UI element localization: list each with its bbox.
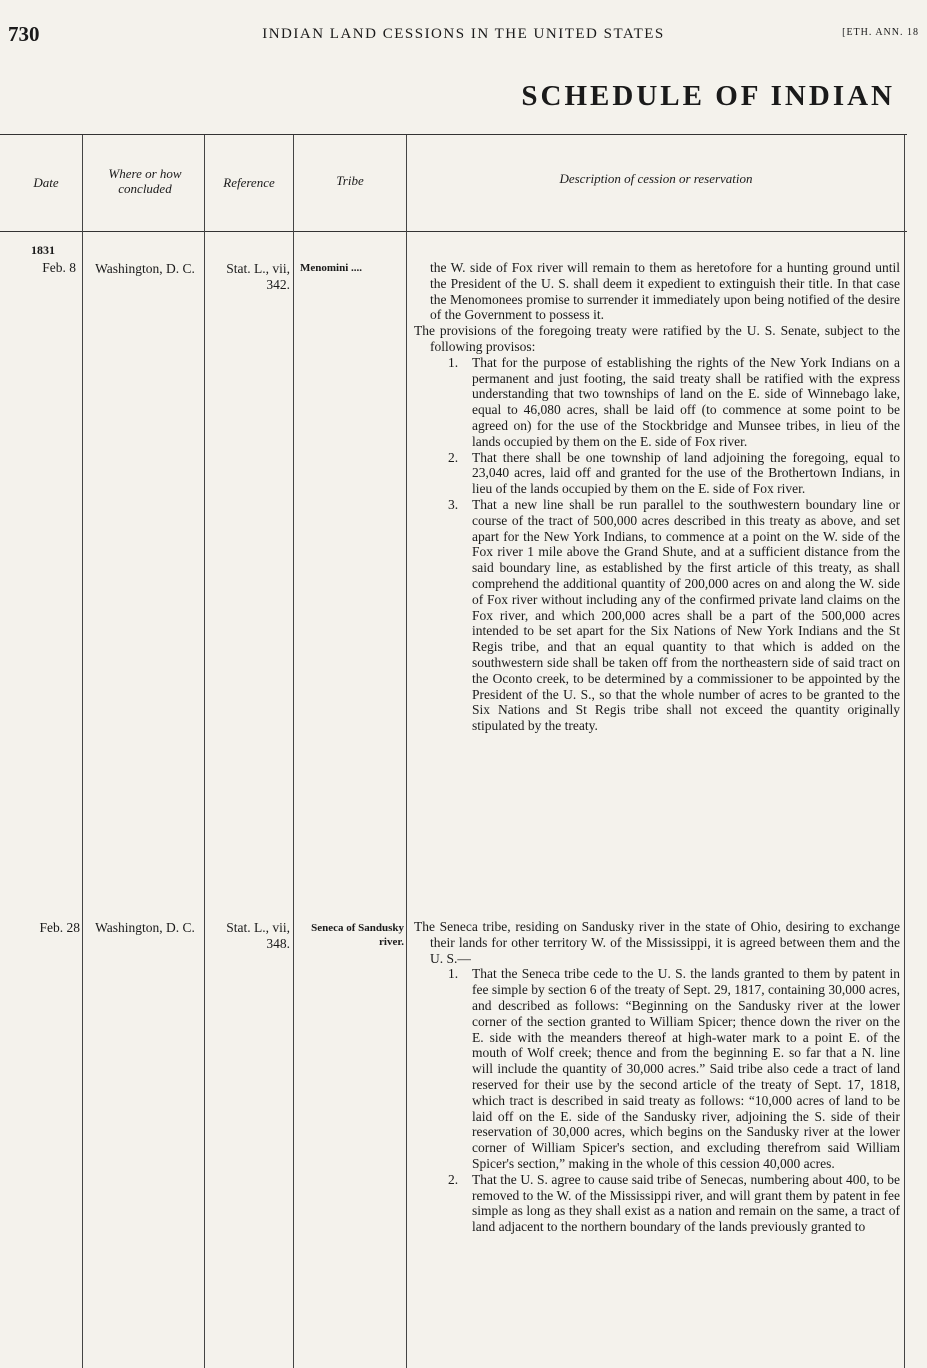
table-top-rule — [0, 134, 907, 135]
list-item — [414, 497, 900, 734]
description-intro: The provisions of the foregoing treaty were ratified by the U. S. Senate, subject to the following provisos: — [414, 323, 900, 354]
entry-tribe: Seneca of Sandusky river. — [311, 922, 404, 948]
column-header-tribe: Tribe — [336, 173, 364, 188]
list-item — [414, 355, 900, 450]
item-number: 2. — [448, 449, 459, 465]
page-number: 730 — [8, 22, 40, 46]
column-divider — [82, 135, 83, 1368]
proviso-list — [414, 355, 900, 734]
running-title: INDIAN LAND CESSIONS IN THE UNITED STATES — [262, 26, 665, 42]
header-bottom-rule — [0, 231, 907, 232]
item-text: That a new line shall be run parallel to the southwestern boundary line or course of the tract of 500,000 acres described in this treaty as above, and set apart for the New York Indians, to commence at a point on the W. side of the Fox river 1 mile above the Grand Shute, and at a sufficient distance from the said boundary line, as established by the first article of this treaty, as shall comprehend the additional quantity of 200,000 acres on and along the W. side of Fox river without including any of the confirmed private land claims on the Fox river, and which 200,000 acres shall be a part of the 500,000 acres intended to be set apart for the Six Nations of New York Indians and the St Regis tribe, and that an equal quantity to that which is added on the southwestern side shall be taken off from the northeastern side of said tract on the Oconto creek, to be determined by a commissioner to be appointed by the President of the U. S., so that the whole number of acres to be granted to the Six Nations and St Regis tribe shall not exceed the quantity originally stipulated by the treaty. — [472, 496, 900, 734]
description-intro: The Seneca tribe, residing on Sandusky river in the state of Ohio, desiring to exchange their lands for other territory W. of the Mississippi, it is agreed between them and the U. S.— — [414, 919, 900, 966]
description-continuation: the W. side of Fox river will remain to them as heretofore for a hunting ground until the President of the U. S. shall deem it expedient to extinguish their title. In that case the Menomonees promise to surrender it immediately upon being notified of the desire of the Government to possess it. — [430, 260, 900, 323]
entry-reference: Stat. L., vii, 342. — [226, 261, 290, 292]
item-text: That for the purpose of establishing the rights of the New York Indians on a permanent and just footing, the said treaty shall be ratified with the express understanding that two townships of land on the E. side of Winnebago lake, equal to 46,080 acres, shall be laid off (to commence at some point to be agreed on) for the use of the Stockbridge and Munsee tribes, in lieu of the lands occupied by them on the E. side of Fox river. — [472, 354, 900, 449]
list-item — [414, 966, 900, 1171]
entry-where: Washington, D. C. — [95, 920, 195, 935]
running-head-note: [ETH. ANN. 18 — [842, 27, 919, 38]
column-divider — [406, 135, 407, 1368]
column-header-date: Date — [33, 175, 59, 190]
entry-date: Feb. 8 — [42, 260, 76, 275]
proviso-list — [414, 966, 900, 1235]
entry-reference: Stat. L., vii, 348. — [226, 920, 290, 951]
column-divider — [904, 135, 905, 1368]
item-text: That there shall be one township of land adjoining the foregoing, equal to 23,040 acres, laid off and granted for the use of the Brothertown Indians, in lieu of the lands occupied by them on the E. side of Fox river. — [472, 449, 900, 497]
item-number: 1. — [448, 966, 459, 982]
entry-year: 1831 — [31, 243, 55, 257]
column-divider — [293, 135, 294, 1368]
column-header-reference: Reference — [223, 175, 275, 190]
entry-tribe: Menomini .... — [300, 262, 363, 274]
item-number: 3. — [448, 496, 459, 512]
column-header-where: Where or how concluded — [108, 166, 182, 196]
item-number: 2. — [448, 1171, 459, 1187]
entry-date: Feb. 28 — [39, 920, 80, 935]
item-number: 1. — [448, 354, 459, 370]
item-text: That the Seneca tribe cede to the U. S. the lands granted to them by patent in fee simple by section 6 of the treaty of Sept. 29, 1817, containing 30,000 acres, and described as follows: “Beginning on the Sandusky river at the lower corner of the section granted to William Spicer; thence down the river on the E. side with the meanders thereof at high-water mark to a point E. of the mouth of Wolf creek; thence and from the beginning E. so far that a N. line will include the quantity of 30,000 acres.” Said tribe also cede a tract of land reserved for their use by the second article of the treaty of Sept. 17, 1818, which tract is described in said treaty as follows: “10,000 acres of land to be laid off on the E. side of the Sandusky river, adjoining the S. side of their reservation of 30,000 acres, which begins on the Sandusky river at the lower corner of William Spicer's section, and excluding therefrom said William Spicer's section,” making in the whole of this cession 40,000 acres. — [472, 966, 900, 1171]
column-divider — [204, 135, 205, 1368]
entry-where: Washington, D. C. — [95, 261, 195, 276]
entry-description — [414, 260, 900, 734]
column-header-description: Description of cession or reservation — [559, 171, 753, 186]
entry-description — [414, 919, 900, 1235]
list-item — [414, 1172, 900, 1235]
schedule-title: SCHEDULE OF INDIAN — [521, 80, 895, 112]
list-item — [414, 450, 900, 497]
item-text: That the U. S. agree to cause said tribe of Senecas, numbering about 400, to be removed to the W. of the Mississippi river, and will grant them by patent in fee simple as long as they shall exist as a nation and remain on the same, a tract of land adjacent to the northern boundary of the lands previously granted to — [472, 1171, 900, 1235]
